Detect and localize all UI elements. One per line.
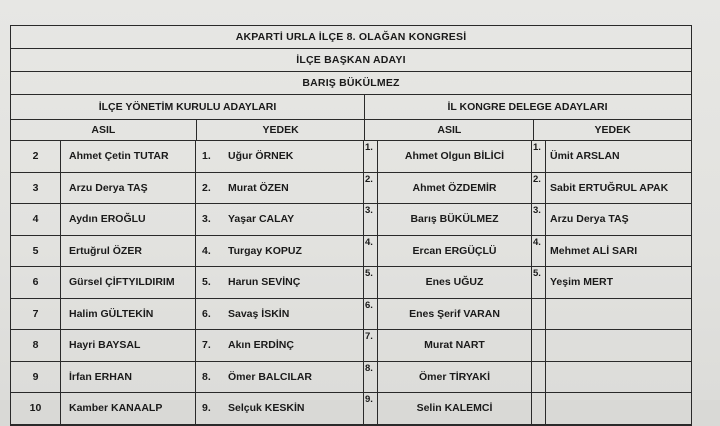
candidate-list-table [10, 25, 692, 426]
board-yedek-number: 1. [202, 150, 211, 163]
table-row [11, 204, 691, 236]
board-asil-number: 8 [11, 330, 61, 361]
table-row [11, 393, 691, 425]
delegate-yedek-name: Arzu Derya TAŞ [550, 213, 629, 226]
board-yedek-name: Yaşar CALAY [224, 204, 364, 235]
delegate-yedek-name: Yeşim MERT [550, 276, 614, 289]
delegate-yedek-name [546, 330, 689, 361]
table-row [11, 173, 691, 205]
delegate-candidates-heading: İL KONGRE DELEGE ADAYLARI [447, 101, 608, 113]
delegate-yedek-number: 5. [532, 267, 546, 298]
board-asil-name: Arzu Derya TAŞ [61, 173, 196, 204]
board-asil-number: 5 [11, 236, 61, 267]
board-yedek-number: 9. [202, 402, 211, 415]
table-row [11, 299, 691, 331]
board-asil-name: Hayri BAYSAL [61, 330, 196, 361]
board-yedek-name: Ömer BALCILAR [224, 362, 364, 393]
board-yedek-number: 5. [202, 276, 211, 289]
board-asil-name: İrfan ERHAN [61, 362, 196, 393]
board-yedek-name: Uğur ÖRNEK [224, 141, 364, 172]
delegate-asil-number: 4. [364, 236, 378, 267]
board-asil-name: Kamber KANAALP [61, 393, 196, 424]
board-yedek-number: 2. [202, 181, 211, 194]
board-yedek-heading: YEDEK [197, 120, 366, 140]
delegate-yedek-number [532, 362, 546, 393]
delegate-asil-number: 6. [364, 299, 378, 330]
delegate-yedek-number: 3. [532, 204, 546, 235]
board-asil-number: 6 [11, 267, 61, 298]
delegate-yedek-heading: YEDEK [594, 124, 631, 136]
board-yedek-number: 4. [202, 244, 211, 257]
delegate-asil-name: Enes UĞUZ [378, 267, 532, 298]
delegate-yedek-name [546, 299, 689, 330]
delegate-asil-name: Ercan ERGÜÇLÜ [378, 236, 532, 267]
table-row [11, 330, 691, 362]
delegate-yedek-name: Sabit ERTUĞRUL APAK [550, 181, 669, 194]
table-row [11, 362, 691, 394]
delegate-asil-name: Ömer TİRYAKİ [378, 362, 532, 393]
board-asil-number: 2 [11, 141, 61, 172]
candidate-rows [11, 141, 691, 425]
delegate-asil-number: 2. [364, 173, 378, 204]
table-row [11, 267, 691, 299]
board-candidates-heading: İLÇE YÖNETİM KURULU ADAYLARI [11, 95, 365, 119]
delegate-yedek-number [532, 393, 546, 424]
board-asil-name: Ahmet Çetin TUTAR [61, 141, 196, 172]
delegate-yedek-name: Mehmet ALİ SARI [550, 244, 638, 257]
board-asil-number: 3 [11, 173, 61, 204]
board-asil-number: 10 [11, 393, 61, 424]
delegate-yedek-name [546, 362, 689, 393]
board-yedek-number: 8. [202, 370, 211, 383]
board-asil-name: Halim GÜLTEKİN [61, 299, 196, 330]
delegate-asil-number: 8. [364, 362, 378, 393]
board-yedek-name: Savaş İSKİN [224, 299, 364, 330]
board-yedek-number: 3. [202, 213, 211, 226]
board-yedek-name: Selçuk KESKİN [224, 393, 364, 424]
delegate-asil-name: Selin KALEMCİ [378, 393, 532, 424]
board-asil-heading: ASIL [11, 120, 197, 140]
delegate-asil-name: Ahmet ÖZDEMİR [378, 173, 532, 204]
delegate-asil-number: 1. [364, 141, 378, 172]
board-asil-number: 9 [11, 362, 61, 393]
board-asil-name: Aydın EROĞLU [61, 204, 196, 235]
delegate-asil-number: 5. [364, 267, 378, 298]
table-row [11, 236, 691, 268]
delegate-asil-name: Enes Şerif VARAN [378, 299, 532, 330]
board-asil-name: Ertuğrul ÖZER [61, 236, 196, 267]
board-asil-number: 4 [11, 204, 61, 235]
delegate-yedek-number [532, 299, 546, 330]
delegate-yedek-number: 4. [532, 236, 546, 267]
delegate-yedek-name [546, 393, 689, 424]
board-yedek-name: Akın ERDİNÇ [224, 330, 364, 361]
delegate-asil-number: 3. [364, 204, 378, 235]
delegate-asil-number: 7. [364, 330, 378, 361]
delegate-yedek-name: Ümit ARSLAN [550, 150, 620, 163]
delegate-asil-name: Barış BÜKÜLMEZ [378, 204, 532, 235]
board-yedek-number: 7. [202, 339, 211, 352]
delegate-asil-heading: ASIL [365, 120, 534, 140]
table-row [11, 141, 691, 173]
delegate-asil-name: Murat NART [378, 330, 532, 361]
delegate-asil-name: Ahmet Olgun BİLİCİ [378, 141, 532, 172]
board-yedek-number: 6. [202, 307, 211, 320]
board-yedek-name: Turgay KOPUZ [224, 236, 364, 267]
board-yedek-name: Harun SEVİNÇ [224, 267, 364, 298]
delegate-yedek-number: 2. [532, 173, 546, 204]
board-asil-number: 7 [11, 299, 61, 330]
delegate-asil-number: 9. [364, 393, 378, 424]
congress-title: AKPARTİ URLA İLÇE 8. OLAĞAN KONGRESİ [11, 26, 691, 49]
delegate-yedek-number [532, 330, 546, 361]
board-yedek-name: Murat ÖZEN [224, 173, 364, 204]
delegate-yedek-number: 1. [532, 141, 546, 172]
chair-candidate-heading: İLÇE BAŞKAN ADAYI [11, 49, 691, 72]
board-asil-name: Gürsel ÇİFTYILDIRIM [61, 267, 196, 298]
chair-candidate-name: BARIŞ BÜKÜLMEZ [11, 72, 691, 95]
